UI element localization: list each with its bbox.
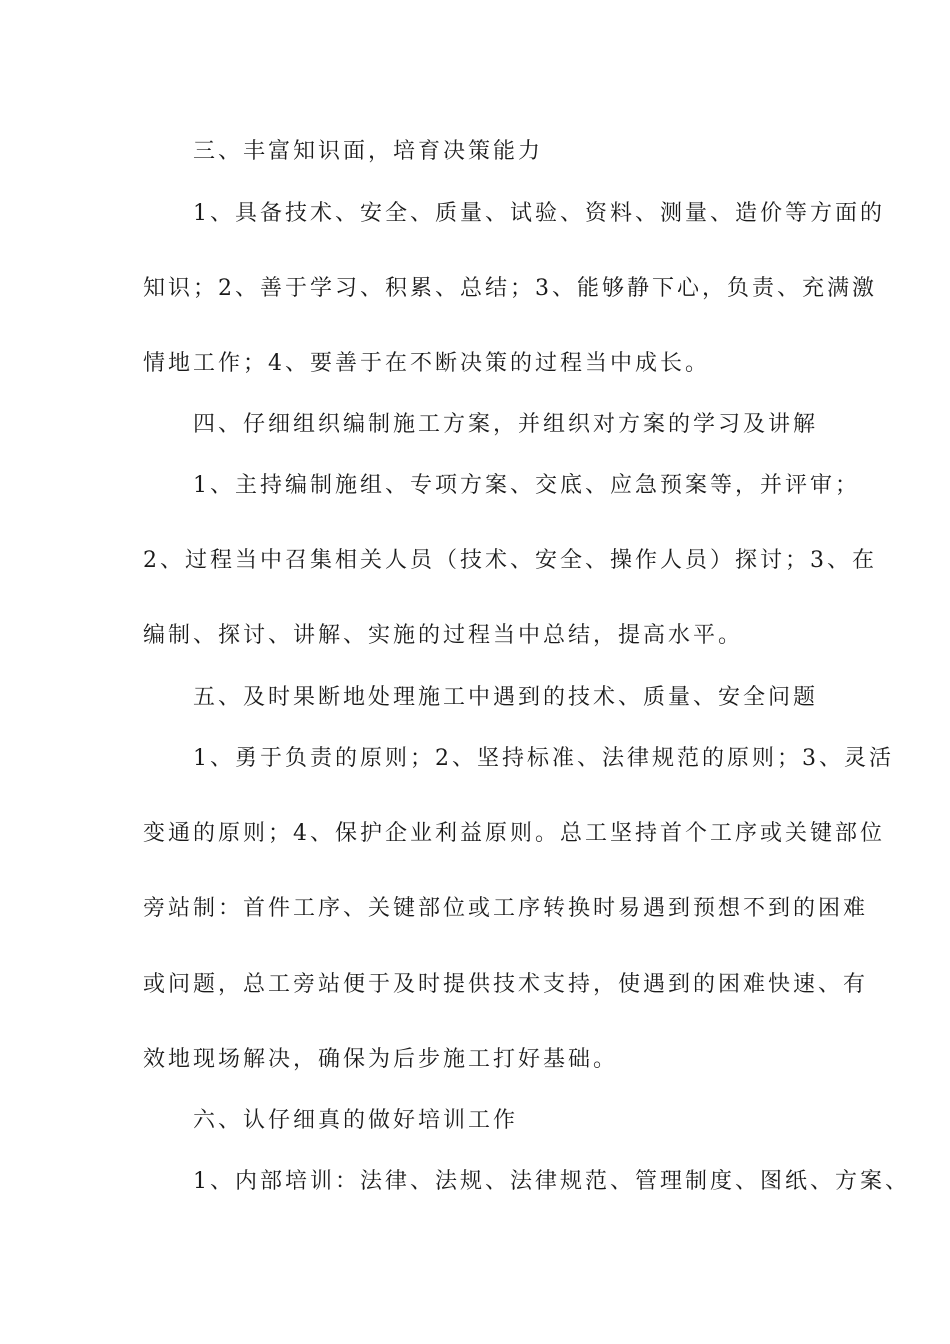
section-heading-6: 六、认仔细真的做好培训工作 — [193, 1108, 519, 1133]
paragraph-line: 1、具备技术、安全、质量、试验、资料、测量、造价等方面的 — [193, 201, 885, 226]
section-heading-4: 四、仔细组织编制施工方案，并组织对方案的学习及讲解 — [193, 412, 819, 437]
paragraph-line: 旁站制：首件工序、关键部位或工序转换时易遇到预想不到的困难 — [143, 896, 869, 921]
paragraph-line: 知识；2、善于学习、积累、总结；3、能够静下心，负责、充满激 — [143, 276, 877, 301]
paragraph-line: 或问题，总工旁站便于及时提供技术支持，使遇到的困难快速、有 — [143, 972, 869, 997]
paragraph-line: 编制、探讨、讲解、实施的过程当中总结，提高水平。 — [143, 623, 744, 648]
paragraph-line: 2、过程当中召集相关人员（技术、安全、操作人员）探讨；3、在 — [143, 548, 877, 573]
paragraph-line: 1、内部培训：法律、法规、法律规范、管理制度、图纸、方案、 — [193, 1169, 910, 1194]
paragraph-line: 效地现场解决，确保为后步施工打好基础。 — [143, 1047, 619, 1072]
paragraph-line: 情地工作；4、要善于在不断决策的过程当中成长。 — [143, 351, 710, 376]
paragraph-line: 变通的原则；4、保护企业利益原则。总工坚持首个工序或关键部位 — [143, 821, 885, 846]
paragraph-line: 1、主持编制施组、专项方案、交底、应急预案等，并评审； — [193, 473, 860, 498]
paragraph-line: 1、勇于负责的原则；2、坚持标准、法律规范的原则；3、灵活 — [193, 746, 894, 771]
section-heading-5: 五、及时果断地处理施工中遇到的技术、质量、安全问题 — [193, 685, 819, 710]
section-heading-3: 三、丰富知识面，培育决策能力 — [193, 139, 544, 164]
